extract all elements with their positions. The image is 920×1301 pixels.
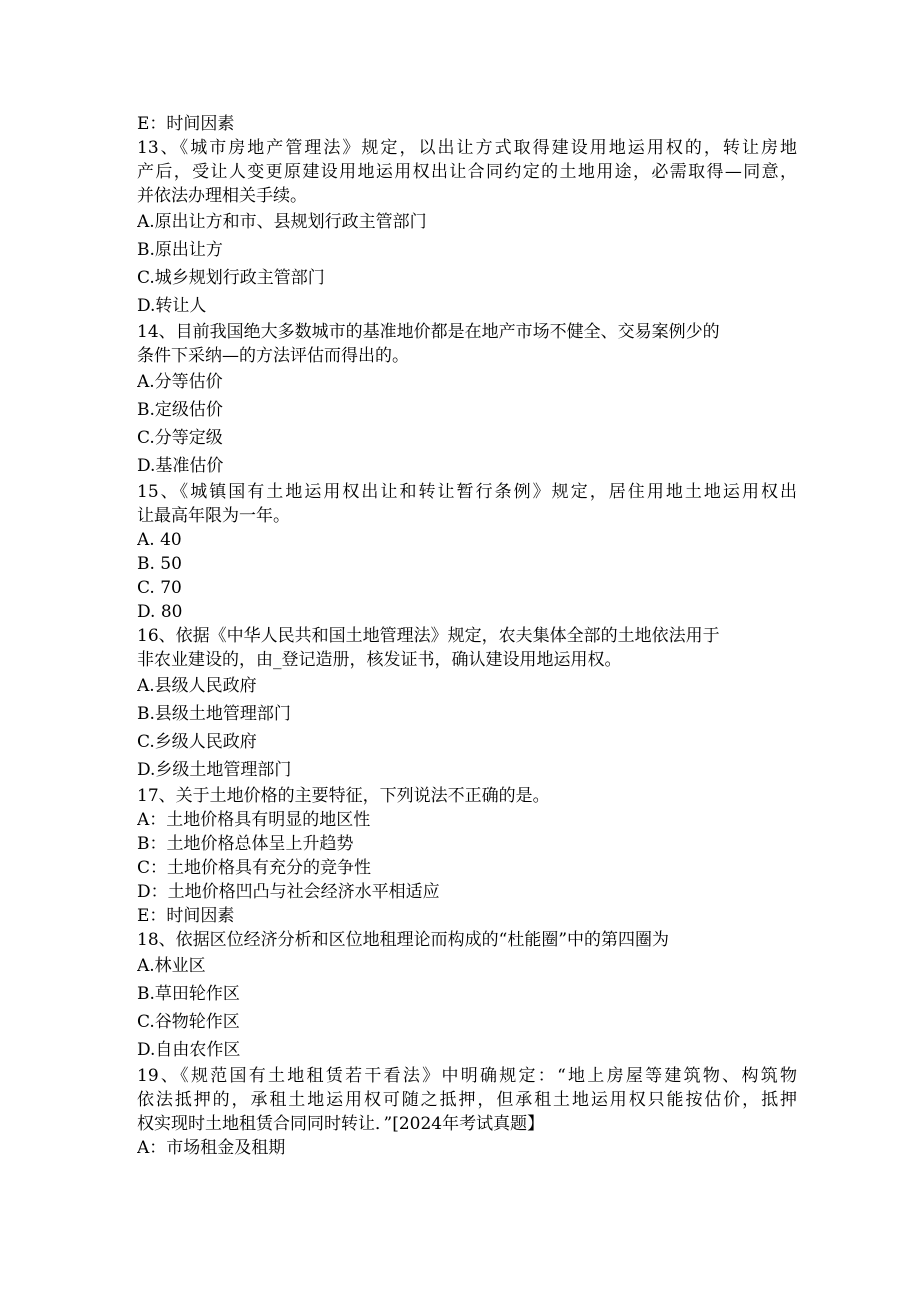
- question-stem: [137, 1064, 797, 1136]
- text-line: A.原出让方和市、县规划行政主管部门: [137, 212, 427, 232]
- text-line: 条件下采纳—的方法评估而得出的。: [137, 346, 409, 366]
- question-stem: [137, 480, 797, 528]
- text-line: 15、《城镇国有土地运用权出让和转让暂行条例》规定，居住用地土地运用权出: [137, 482, 797, 502]
- text-line: 16、依据《中华人民共和国土地管理法》规定，农夫集体全部的土地依法用于: [137, 626, 720, 646]
- text-line: 权实现时土地租赁合同同时转让．”[2024年考试真题】: [137, 1114, 545, 1134]
- text-line: B.县级土地管理部门: [137, 704, 291, 724]
- text-line: C.城乡规划行政主管部门: [137, 268, 325, 288]
- text-line: C.分等定级: [137, 428, 223, 448]
- text-line: D.自由农作区: [137, 1040, 241, 1060]
- text-line: 非农业建设的，由_登记造册，核发证书，确认建设用地运用权。: [137, 650, 622, 670]
- text-line: A：市场租金及租期: [137, 1138, 286, 1158]
- text-line: D：土地价格凹凸与社会经济水平相适应: [137, 882, 440, 902]
- text-line: 17、关于土地价格的主要特征，下列说法不正确的是。: [137, 786, 550, 806]
- document-page: [137, 112, 797, 1160]
- text-line: 19、《规范国有土地租赁若干看法》中明确规定：“地上房屋等建筑物、构筑物: [137, 1066, 797, 1086]
- text-line: 18、依据区位经济分析和区位地租理论而构成的“杜能圈”中的第四圈为: [137, 930, 670, 950]
- text-line: 14、目前我国绝大多数城市的基准地价都是在地产市场不健全、交易案例少的: [137, 322, 720, 342]
- text-line: A. 40: [137, 530, 182, 550]
- text-line: D. 80: [137, 602, 183, 622]
- text-line: B：土地价格总体呈上升趋势: [137, 834, 354, 854]
- text-line: A.分等估价: [137, 372, 223, 392]
- text-line: A.林业区: [137, 956, 206, 976]
- text-line: 依法抵押的，承租土地运用权可随之抵押，但承租土地运用权只能按估价，抵押: [137, 1090, 797, 1110]
- text-line: E：时间因素: [137, 114, 235, 134]
- text-line: 产后，受让人变更原建设用地运用权出让合同约定的土地用途，必需取得—同意，: [137, 162, 797, 182]
- text-line: C.乡级人民政府: [137, 732, 257, 752]
- text-line: E：时间因素: [137, 906, 235, 926]
- text-line: 并依法办理相关手续。: [137, 186, 307, 206]
- text-line: D.乡级土地管理部门: [137, 760, 292, 780]
- question-stem: [137, 136, 797, 208]
- text-line: D.基准估价: [137, 456, 224, 476]
- text-line: A：土地价格具有明显的地区性: [137, 810, 371, 830]
- text-line: B.原出让方: [137, 240, 223, 260]
- text-line: C. 70: [137, 578, 182, 598]
- text-line: B.草田轮作区: [137, 984, 240, 1004]
- text-line: B. 50: [137, 554, 182, 574]
- text-line: 13、《城市房地产管理法》规定，以出让方式取得建设用地运用权的，转让房地: [137, 138, 797, 158]
- text-line: C.谷物轮作区: [137, 1012, 240, 1032]
- text-line: D.转让人: [137, 296, 207, 316]
- text-line: C：土地价格具有充分的竞争性: [137, 858, 372, 878]
- text-line: 让最高年限为一年。: [137, 506, 290, 526]
- text-line: A.县级人民政府: [137, 676, 257, 696]
- text-line: B.定级估价: [137, 400, 223, 420]
